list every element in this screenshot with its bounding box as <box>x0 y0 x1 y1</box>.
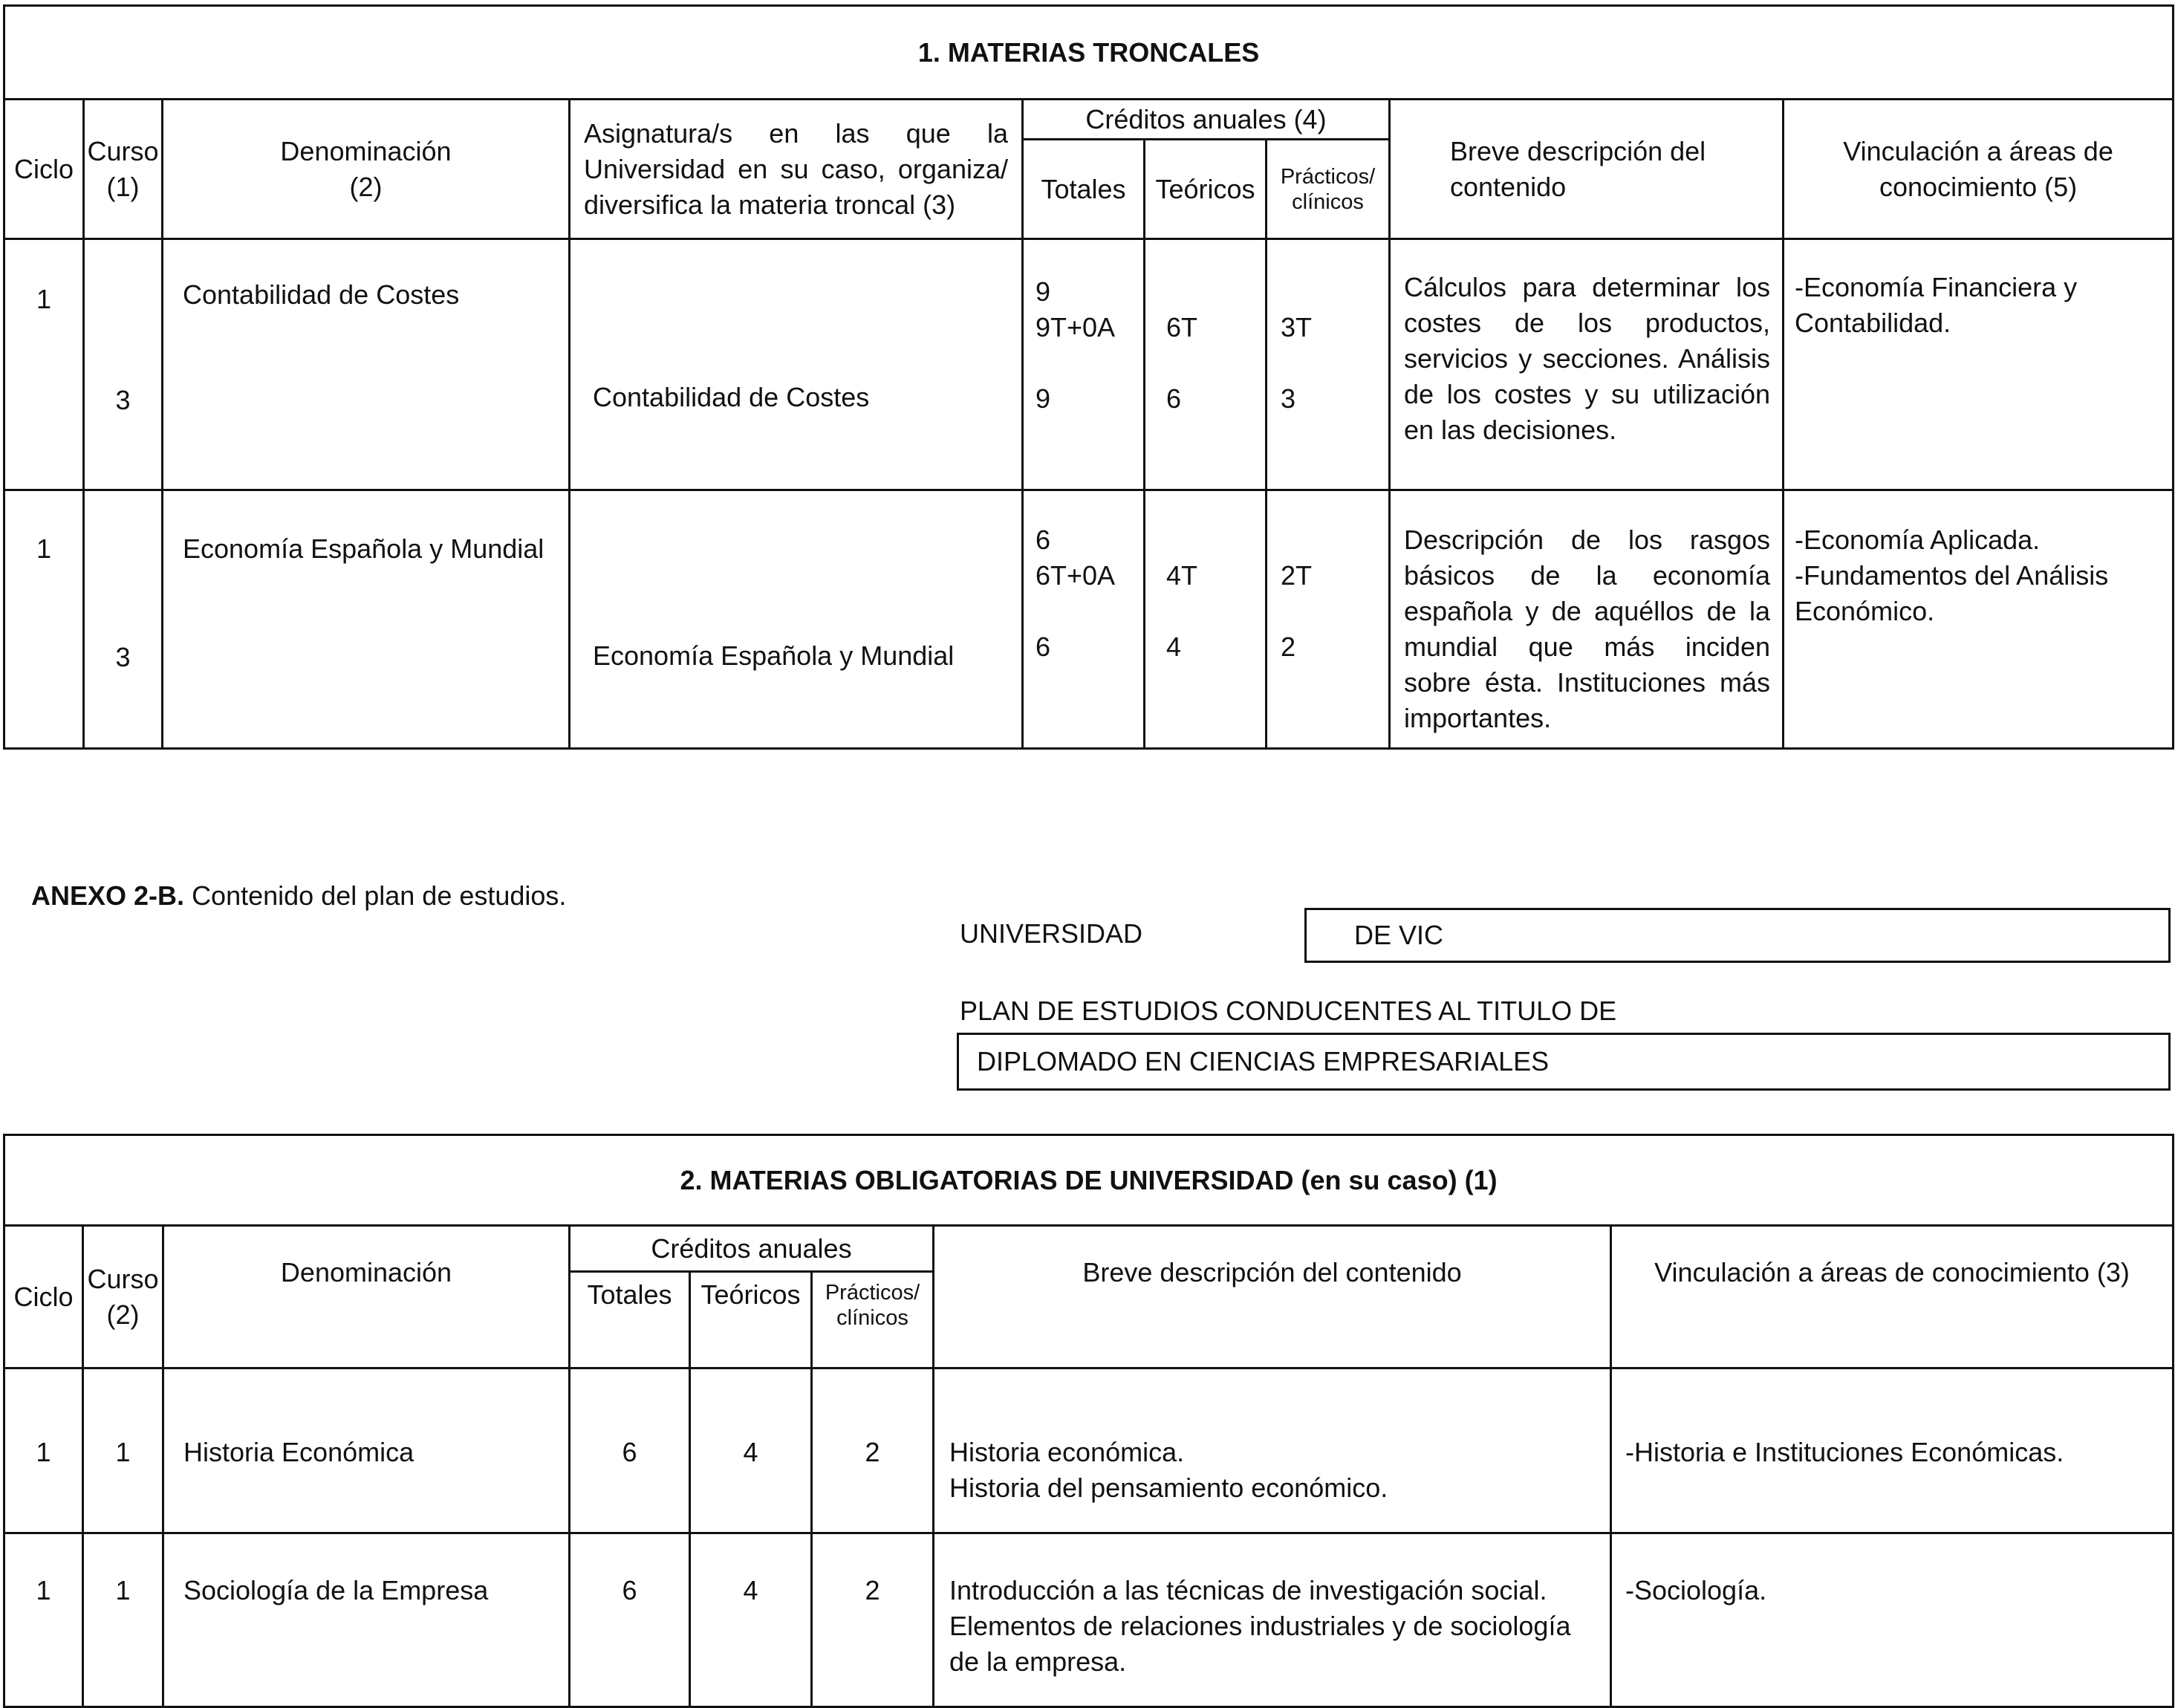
table-row <box>4 1533 2174 1707</box>
row-denominacion: Contabilidad de Costes <box>163 239 570 490</box>
row-ciclo: 1 <box>4 490 84 749</box>
header-ciclo: Ciclo <box>4 1226 83 1368</box>
header-ciclo: Ciclo <box>4 100 84 239</box>
header-creditos: Créditos anuales <box>570 1226 934 1272</box>
header-descripcion: Breve descripción del contenido <box>1390 100 1784 239</box>
totales-line-1: 9 <box>1036 276 1051 307</box>
teoricos-line-1: 6T <box>1166 312 1198 342</box>
row-descripcion <box>934 1533 1611 1707</box>
table-row <box>4 1368 2174 1533</box>
row-asignatura: Economía Española y Mundial <box>570 490 1023 749</box>
row-practicos <box>1267 490 1390 749</box>
plan-label: PLAN DE ESTUDIOS CONDUCENTES AL TITULO DE <box>960 996 1617 1026</box>
row-curso: 3 <box>84 490 163 749</box>
header-teoricos: Teóricos <box>690 1272 812 1368</box>
descripcion-line-1: Introducción a las técnicas de investigación social. <box>949 1575 1547 1605</box>
row-teoricos <box>1145 239 1267 490</box>
plan-field: DIPLOMADO EN CIENCIAS EMPRESARIALES <box>957 1033 2171 1091</box>
teoricos-line-1: 4T <box>1166 560 1198 591</box>
annex-label-rest: Contenido del plan de estudios. <box>192 880 567 911</box>
descripcion-line-1: Historia económica. <box>949 1437 1185 1467</box>
row-totales: 6 <box>570 1368 690 1533</box>
row-teoricos <box>1145 490 1267 749</box>
header-denominacion <box>163 100 570 239</box>
header-curso-note: (1) <box>106 171 140 202</box>
header-teoricos: Teóricos <box>1145 140 1267 239</box>
totales-line-1: 6 <box>1036 525 1051 555</box>
universidad-label: UNIVERSIDAD <box>960 918 1143 949</box>
row-teoricos: 4 <box>690 1533 812 1707</box>
header-curso <box>83 1226 163 1368</box>
header-curso-note: (2) <box>106 1299 140 1330</box>
header-asignatura: Asignatura/s en las que la Universidad en su caso, organiza/ diversifica la materia troncal (3) <box>570 100 1023 239</box>
row-vinculacion: -Historia e Instituciones Económicas. <box>1611 1368 2174 1533</box>
row-ciclo: 1 <box>4 1368 83 1533</box>
teoricos-line-2: 6 <box>1166 383 1182 414</box>
header-denominacion-label: Denominación <box>280 135 452 166</box>
row-ciclo: 1 <box>4 1533 83 1707</box>
annex-heading <box>31 880 566 912</box>
header-curso <box>84 100 163 239</box>
row-totales: 6 <box>570 1533 690 1707</box>
row-descripcion <box>934 1368 1611 1533</box>
row-curso: 1 <box>83 1533 163 1707</box>
totales-line-2: 9T+0A <box>1036 312 1116 342</box>
totales-line-3: 9 <box>1036 383 1051 414</box>
header-denominacion: Denominación <box>163 1226 570 1368</box>
row-vinculacion: -Sociología. <box>1611 1533 2174 1707</box>
materias-obligatorias-table <box>3 1134 2174 1708</box>
row-teoricos: 4 <box>690 1368 812 1533</box>
table-row <box>4 239 2174 490</box>
row-practicos: 2 <box>812 1533 934 1707</box>
totales-line-2: 6T+0A <box>1036 560 1116 591</box>
row-practicos: 2 <box>812 1368 934 1533</box>
row-practicos <box>1267 239 1390 490</box>
universidad-field: DE VIC <box>1304 908 2171 963</box>
row-vinculacion <box>1784 490 2174 749</box>
row-denominacion: Historia Económica <box>163 1368 570 1533</box>
practicos-line-2: 2 <box>1281 631 1296 662</box>
vinculacion-line-2: -Fundamentos del Análisis Económico. <box>1795 560 2109 626</box>
header-totales: Totales <box>570 1272 690 1368</box>
practicos-line-1: 3T <box>1281 312 1313 342</box>
table1-title: 1. MATERIAS TRONCALES <box>4 6 2174 100</box>
row-descripcion: Cálculos para determinar los costes de los productos, servicios y secciones. Análisis de los costes y su utilización en las decisiones. <box>1390 239 1784 490</box>
descripcion-line-2: Historia del pensamiento económico. <box>949 1472 1388 1503</box>
descripcion-line-2: Elementos de relaciones industriales y de sociología de la empresa. <box>949 1611 1571 1677</box>
table2-title: 2. MATERIAS OBLIGATORIAS DE UNIVERSIDAD (en su caso) (1) <box>4 1135 2174 1226</box>
row-ciclo: 1 <box>4 239 84 490</box>
header-vinculacion: Vinculación a áreas de conocimiento (5) <box>1784 100 2174 239</box>
materias-troncales-table <box>3 4 2174 750</box>
vinculacion-line-1: -Economía Aplicada. <box>1795 525 2041 555</box>
row-totales <box>1023 490 1145 749</box>
header-curso-label: Curso <box>87 135 159 166</box>
annex-label-bold: ANEXO 2-B. <box>31 880 185 911</box>
header-descripcion: Breve descripción del contenido <box>934 1226 1611 1368</box>
practicos-line-2: 3 <box>1281 383 1296 414</box>
row-denominacion: Sociología de la Empresa <box>163 1533 570 1707</box>
header-curso-label: Curso <box>87 1263 159 1294</box>
header-denominacion-note: (2) <box>349 171 383 202</box>
row-curso: 3 <box>84 239 163 490</box>
header-vinculacion: Vinculación a áreas de conocimiento (3) <box>1611 1226 2174 1368</box>
row-vinculacion: -Economía Financiera y Contabilidad. <box>1784 239 2174 490</box>
header-totales: Totales <box>1023 140 1145 239</box>
row-asignatura: Contabilidad de Costes <box>570 239 1023 490</box>
row-totales <box>1023 239 1145 490</box>
row-curso: 1 <box>83 1368 163 1533</box>
table-row <box>4 490 2174 749</box>
row-descripcion: Descripción de los rasgos básicos de la economía española y de aquéllos de la mundial que más inciden sobre ésta. Instituciones más importantes. <box>1390 490 1784 749</box>
header-creditos: Créditos anuales (4) <box>1023 100 1390 140</box>
header-practicos: Prácticos/ clínicos <box>812 1272 934 1368</box>
teoricos-line-2: 4 <box>1166 631 1182 662</box>
header-practicos: Prácticos/ clínicos <box>1267 140 1390 239</box>
totales-line-3: 6 <box>1036 631 1051 662</box>
row-denominacion: Economía Española y Mundial <box>163 490 570 749</box>
practicos-line-1: 2T <box>1281 560 1313 591</box>
